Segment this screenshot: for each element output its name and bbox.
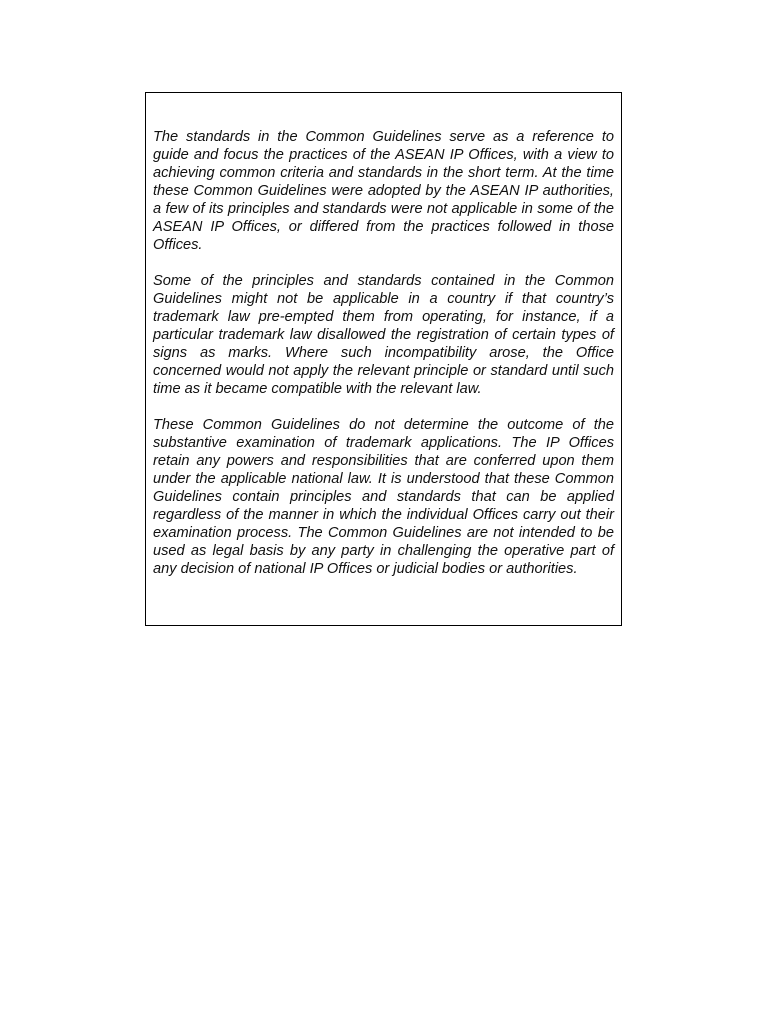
- paragraph-examination-outcome: These Common Guidelines do not determine the outcome of the substantive examination of trademark applications. The IP Offices retain any powers and responsibilities that are conferred upon them under the applicable national law. It is understood that these Common Guidelines contain principles and standards that can be applied regardless of the manner in which the individual Offices carry out their examination process. The Common Guidelines are not intended to be used as legal basis by any party in challenging the operative part of any decision of national IP Offices or judicial bodies or authorities.: [153, 417, 614, 577]
- paragraph-reference-purpose: The standards in the Common Guidelines serve as a reference to guide and focus the practices of the ASEAN IP Offices, with a view to achieving common criteria and standards in the short term. At the time these Common Guidelines were adopted by the ASEAN IP authorities, a few of its principles and standards were not applicable in some of the ASEAN IP Offices, or differed from the practices followed in those Offices.: [153, 129, 614, 253]
- guidelines-text-box: [145, 92, 622, 626]
- paragraph-applicability: Some of the principles and standards contained in the Common Guidelines might not be applicable in a country if that country’s trademark law pre-empted them from operating, for instance, if a particular trademark law disallowed the registration of certain types of signs as marks. Where such incompatibility arose, the Office concerned would not apply the relevant principle or standard until such time as it became compatible with the relevant law.: [153, 273, 614, 397]
